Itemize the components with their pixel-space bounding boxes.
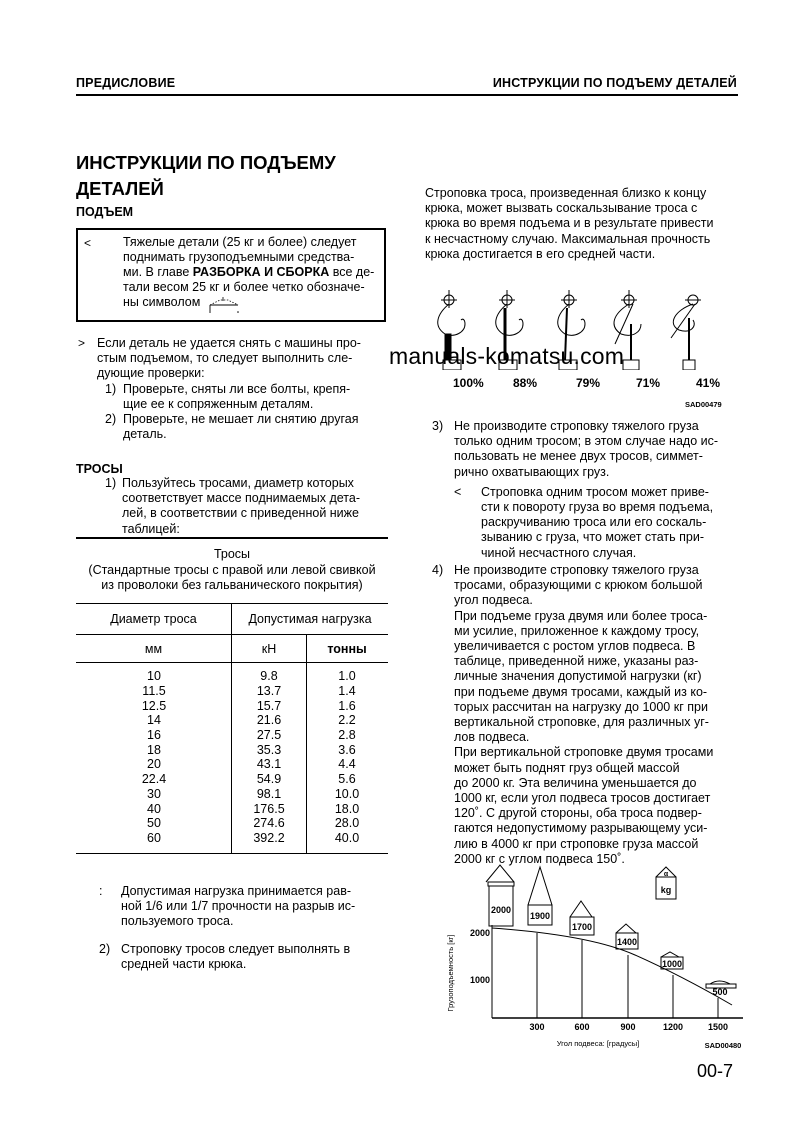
x-tick: 600 (574, 1022, 590, 1032)
load-label: 500 (712, 987, 728, 997)
text-line: гаются недопустимому разрывающему уси- (454, 821, 708, 836)
table-row (76, 772, 388, 787)
table-row (76, 742, 388, 757)
y-tick: 1000 (469, 975, 491, 985)
caption-line: из проволоки без гальванического покрытия) (101, 578, 363, 592)
table-cell: 9.8 (260, 669, 278, 684)
lifting-symbol-icon (208, 296, 240, 314)
running-header-left: ПРЕДИСЛОВИЕ (76, 76, 176, 90)
title-line-1: ИНСТРУКЦИИ ПО ПОДЪЕМУ (76, 152, 336, 173)
percent-label: 100% (453, 376, 484, 390)
text-line: чиной несчастного случая. (481, 545, 637, 560)
text-line: Проверьте, сняты ли все болты, крепя- (123, 381, 351, 396)
table-cell: 20 (147, 757, 161, 772)
table-cell: 22.4 (141, 772, 167, 787)
table-cell: 10 (147, 669, 161, 684)
ropes-table (76, 603, 388, 854)
text-line: тали весом 25 кг и более четко обозначе- (123, 280, 365, 294)
table-cell: 4.4 (338, 757, 356, 772)
text-line: Строповку тросов следует выполнять в (121, 942, 351, 956)
x-tick: 1500 (707, 1022, 729, 1032)
header-rule (76, 94, 738, 96)
chapter-name-bold: РАЗБОРКА И СБОРКА (192, 265, 330, 279)
ropes-item-1 (100, 476, 390, 537)
check-item (100, 412, 391, 442)
text-line: Строповка одним тросом может приве- (481, 484, 709, 499)
text-line: Пользуйтесь тросами, диаметр которых (122, 476, 354, 490)
text-line: лию в 4000 кг при строповке груза массой (454, 836, 699, 851)
table-cell: 40 (147, 801, 161, 816)
table-cell: 12.5 (141, 698, 167, 713)
text-line: пользуемого троса. (121, 914, 234, 929)
text-line: При вертикальной строповке двумя тросами (454, 745, 714, 760)
legend-bottom: kg (660, 885, 672, 895)
table-row (76, 787, 388, 802)
y-tick: 2000 (469, 928, 491, 938)
text-line: 2000 кг с углом подвеса 150˚. (454, 851, 625, 866)
text-line: сти к повороту груза во время подъема, (481, 500, 714, 515)
note-mark: : (99, 884, 103, 898)
text-line: Если деталь не удается снять с машины про- (97, 336, 361, 350)
warning-mark: < (84, 236, 92, 250)
table-cell: 30 (147, 786, 161, 801)
text-line: поднимать грузоподъемными средства- (123, 250, 355, 264)
table-cell: 1.0 (338, 669, 356, 684)
figure-id: SAD00479 (685, 400, 722, 409)
item-number: 1) (105, 476, 117, 490)
table-row (76, 698, 388, 713)
hook-icon (671, 295, 701, 370)
text-line: до 2000 кг. Эта величина уменьшается до (454, 775, 697, 790)
figure-id: SAD00480 (704, 1041, 742, 1050)
load-label: 2000 (490, 905, 512, 915)
text-line: Тяжелые детали (25 кг и более) следует (123, 235, 357, 249)
unit-label: кН (261, 642, 277, 656)
text-span: все де- (329, 265, 375, 279)
caption-line: Тросы (213, 547, 251, 561)
x-tick: 300 (529, 1022, 545, 1032)
text-line: таблице, приведенной ниже, указаны раз- (454, 654, 699, 669)
x-tick: 1200 (662, 1022, 684, 1032)
table-vertical-rule (306, 634, 307, 854)
unit-label: тонны (327, 642, 367, 656)
table-units-row (76, 634, 388, 662)
text-line: лей, в соответствии с приведенной ниже (122, 506, 359, 521)
table-cell: 13.7 (256, 684, 282, 699)
hook-intro-paragraph (425, 186, 737, 262)
table-cell: 11.5 (142, 684, 166, 699)
table-cell: 18 (147, 742, 161, 757)
text-line: деталь. (123, 427, 167, 442)
table-cell: 21.6 (256, 713, 282, 728)
item-3-warning (454, 485, 740, 561)
x-tick: 900 (620, 1022, 636, 1032)
table-row (76, 728, 388, 743)
check-intro (97, 336, 391, 382)
table-cell: 28.0 (334, 816, 360, 831)
table-cell: 98.1 (256, 786, 282, 801)
text-line: дующие проверки: (97, 366, 205, 381)
table-row (76, 684, 388, 699)
text-line: Не производите строповку тяжелого груза (454, 563, 699, 577)
text-line: к несчастному случаю. Максимальная прочность (425, 231, 711, 246)
load-angle-chart (440, 855, 750, 1055)
text-line: увеличивается с ростом углов подвеса. В (454, 639, 696, 654)
table-vertical-rule (231, 603, 232, 854)
table-row (76, 816, 388, 831)
text-line: тросами, образующими с крюком большой (454, 578, 703, 593)
table-cell: 392.2 (253, 830, 285, 845)
check-mark: > (78, 336, 86, 350)
section-heading-ropes: ТРОСЫ (76, 462, 123, 476)
page-number: 00-7 (697, 1061, 734, 1081)
title-line-2: ДЕТАЛЕЙ (76, 178, 164, 199)
text-line: При подъеме груза двумя или более троса- (454, 608, 708, 623)
capacity-curve (492, 928, 732, 1005)
text-line: 120˚. С другой стороны, оба троса подвер- (454, 806, 702, 821)
warning-text (123, 235, 375, 314)
text-line: таблицей: (122, 521, 180, 536)
warning-mark: < (454, 484, 462, 499)
section-heading-lifting: ПОДЪЕМ (76, 205, 134, 219)
percent-label: 71% (636, 376, 661, 390)
load-label: 1400 (616, 937, 638, 947)
text-line: угол подвеса. (454, 593, 533, 608)
text-line: при подъеме двумя тросами, каждый из ко- (454, 684, 708, 699)
table-cell: 3.6 (338, 742, 356, 757)
item-number: 2) (105, 412, 117, 427)
text-line: лов подвеса. (454, 730, 530, 745)
load-label: 1700 (571, 922, 593, 932)
text-line: торых рассчитан на нагрузку до 1000 кг при (454, 699, 708, 714)
text-line (123, 265, 375, 280)
table-note (99, 884, 389, 930)
text-line: может быть поднят груз общей массой (454, 760, 680, 775)
table-body (76, 662, 388, 854)
table-cell: 2.2 (338, 713, 356, 728)
table-row (76, 669, 388, 684)
table-cell: 60 (147, 830, 161, 845)
text-line: стым подъемом, то следует выполнить сле- (97, 351, 353, 366)
text-line (123, 295, 375, 314)
table-cell: 16 (147, 728, 161, 743)
text-line: Проверьте, не мешает ли снятию другая (123, 412, 359, 427)
text-line: крюка во время подъема и в результате привести (425, 216, 714, 231)
text-line: вертикальной строповке, для различных уг- (454, 715, 709, 730)
text-span: ны символом (123, 295, 201, 309)
table-cell: 10.0 (334, 786, 360, 801)
percent-label: 79% (576, 376, 601, 390)
text-line: Допустимая нагрузка принимается рав- (121, 884, 352, 898)
text-line: рично охватывающих груз. (454, 464, 610, 479)
y-axis-label: Грузоподъемность [кг] (446, 934, 455, 1012)
table-cell: 27.5 (256, 728, 282, 743)
table-row (76, 801, 388, 816)
table-cell: 15.7 (256, 698, 282, 713)
right-item-4 (432, 563, 740, 867)
text-line: Не производите строповку тяжелого груза (454, 419, 699, 433)
table-row (76, 757, 388, 772)
running-header-right: ИНСТРУКЦИИ ПО ПОДЪЕМУ ДЕТАЛЕЙ (492, 76, 737, 90)
watermark: manuals-komatsu.com (389, 343, 625, 369)
x-axis-label: Угол подвеса: [градусы] (556, 1039, 640, 1048)
table-caption (76, 547, 388, 594)
legend-top: α (663, 871, 669, 878)
table-cell: 43.1 (256, 757, 282, 772)
unit-label: мм (144, 642, 163, 656)
text-line: раскручиванию троса или его соскаль- (481, 515, 707, 530)
table-cell: 5.6 (338, 772, 356, 787)
check-block (76, 336, 391, 442)
text-span: ми. В главе (123, 265, 193, 279)
warning-box (76, 228, 386, 322)
load-label: 1000 (661, 959, 683, 969)
check-item (100, 382, 391, 412)
text-line: зыванию с груза, что может стать при- (481, 530, 704, 545)
ropes-item-2 (99, 942, 389, 972)
text-line: средней части крюка. (121, 957, 247, 972)
table-cell: 2.8 (338, 728, 356, 743)
item-number: 4) (432, 563, 444, 577)
column-header: Диаметр троса (110, 612, 197, 626)
table-cell: 14 (147, 713, 161, 728)
table-row (76, 713, 388, 728)
table-row (76, 831, 388, 846)
text-line: соответствует массе поднимаемых дета- (122, 491, 360, 506)
table-cell: 1.4 (338, 684, 356, 699)
table-header-row (76, 603, 388, 634)
text-line: крюка, может вызвать соскальзывание троса с (425, 201, 698, 216)
text-line: 1000 кг, если угол подвеса тросов достигает (454, 791, 711, 806)
text-line: Строповка троса, произведенная близко к концу (425, 186, 707, 200)
table-cell: 40.0 (334, 830, 360, 845)
table-cell: 35.3 (256, 742, 282, 757)
text-line: пользовать не менее двух тросов, симмет- (454, 449, 703, 464)
table-cell: 274.6 (253, 816, 285, 831)
text-line: личные значения допустимой нагрузки (кг) (454, 669, 702, 684)
table-cell: 18.0 (334, 801, 360, 816)
text-line: ми усилие, приложенное к каждому тросу, (454, 623, 700, 638)
text-line: щие ее к сопряженным деталям. (123, 396, 314, 411)
percent-label: 88% (513, 376, 538, 390)
item-number: 3) (432, 419, 444, 433)
right-item-3 (432, 419, 740, 561)
percent-label: 41% (696, 376, 721, 390)
text-line: крюка достигается в его средней части. (425, 246, 656, 261)
load-label: 1900 (529, 911, 551, 921)
page-title (76, 150, 406, 202)
text-line: ной 1/6 или 1/7 прочности на разрыв ис- (121, 899, 356, 914)
table-cell: 1.6 (338, 698, 356, 713)
load-2000-icon (486, 865, 514, 926)
table-cell: 176.5 (253, 801, 285, 816)
caption-line: (Стандартные тросы с правой или левой свивкой (88, 562, 376, 577)
item-number: 1) (105, 381, 117, 396)
table-cell: 50 (147, 816, 161, 831)
table-top-rule (76, 537, 388, 539)
column-header: Допустимая нагрузка (248, 612, 372, 626)
text-line: только одним тросом; в этом случае надо ис- (454, 434, 719, 449)
item-number: 2) (99, 942, 111, 956)
table-cell: 54.9 (256, 772, 282, 787)
